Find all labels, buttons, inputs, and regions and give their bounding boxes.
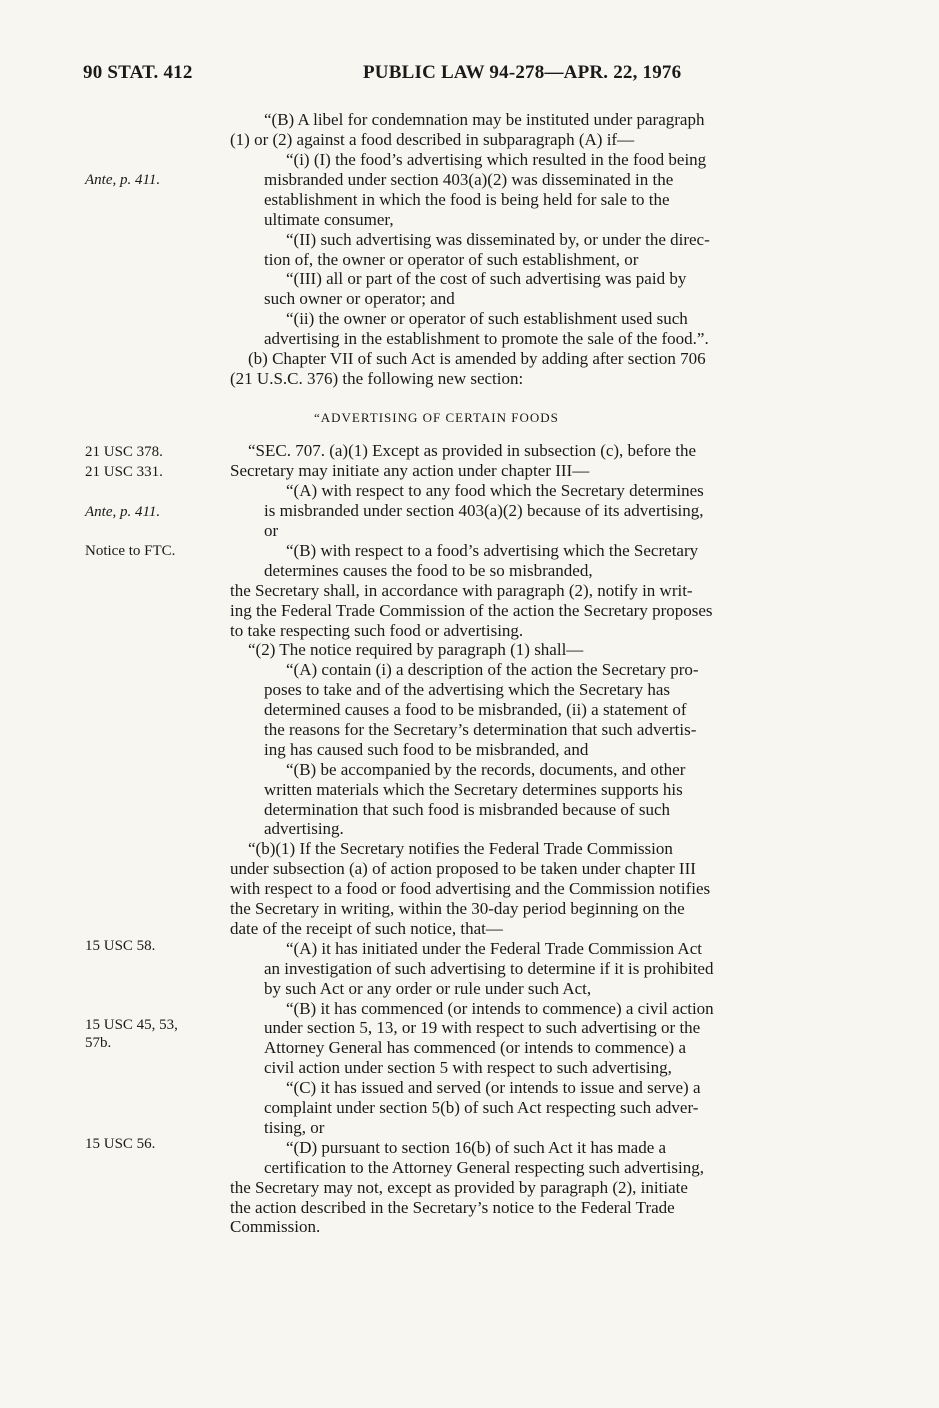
text-line: “(B) be accompanied by the records, documents, and other [286, 760, 686, 779]
text-line: or [264, 521, 279, 540]
text-line: certification to the Attorney General respecting such advertising, [264, 1158, 704, 1177]
text-line: by such Act or any order or rule under such Act, [264, 979, 592, 998]
margin-note: Notice to FTC. [85, 543, 176, 559]
text-line: “(A) contain (i) a description of the action the Secretary pro- [286, 660, 699, 679]
text-line: “(A) with respect to any food which the Secretary determines [286, 481, 704, 500]
text-line: under subsection (a) of action proposed to be taken under chapter III [230, 859, 696, 878]
text-line: under section 5, 13, or 19 with respect to such advertising or the [264, 1018, 701, 1037]
text-line: “(III) all or part of the cost of such advertising was paid by [286, 269, 687, 288]
text-line: written materials which the Secretary determines supports his [264, 780, 683, 799]
text-line: determines causes the food to be so misbranded, [264, 561, 593, 580]
text-line: “(b)(1) If the Secretary notifies the Federal Trade Commission [248, 839, 673, 858]
text-line: advertising. [264, 819, 344, 838]
text-line: the Secretary shall, in accordance with paragraph (2), notify in writ- [230, 581, 693, 600]
text-line: ultimate consumer, [264, 210, 394, 229]
text-line: Commission. [230, 1217, 321, 1236]
text-line: ing the Federal Trade Commission of the action the Secretary proposes [230, 601, 713, 620]
text-line: tion of, the owner or operator of such establishment, or [264, 250, 639, 269]
text-line: “(ii) the owner or operator of such establishment used such [286, 309, 688, 328]
text-line: “(B) with respect to a food’s advertising which the Secretary [286, 541, 699, 560]
text-line: (21 U.S.C. 376) the following new section: [230, 369, 524, 388]
running-header: PUBLIC LAW 94-278—APR. 22, 1976 [363, 62, 682, 83]
margin-note: 15 USC 56. [85, 1136, 156, 1152]
margin-note: 21 USC 331. [85, 464, 163, 480]
margin-note: Ante, p. 411. [85, 504, 161, 520]
text-line: poses to take and of the advertising which the Secretary has [264, 680, 670, 699]
text-line: complaint under section 5(b) of such Act respecting such adver- [264, 1098, 699, 1117]
text-line: such owner or operator; and [264, 289, 455, 308]
text-line: “(D) pursuant to section 16(b) of such Act it has made a [286, 1138, 667, 1157]
text-line: determined causes a food to be misbranded, (ii) a statement of [264, 700, 687, 719]
text-line: an investigation of such advertising to determine if it is prohibited [264, 959, 714, 978]
text-line: (1) or (2) against a food described in subparagraph (A) if— [230, 130, 635, 149]
text-line: to take respecting such food or advertising. [230, 621, 524, 640]
text-line: Secretary may initiate any action under chapter III— [230, 461, 590, 480]
margin-note: 57b. [85, 1035, 112, 1051]
text-line: “(II) such advertising was disseminated by, or under the direc- [286, 230, 710, 249]
page-stat-number: 90 STAT. 412 [83, 62, 193, 83]
text-line: determination that such food is misbranded because of such [264, 800, 670, 819]
text-line: “(B) A libel for condemnation may be instituted under paragraph [264, 110, 705, 129]
text-line: “SEC. 707. (a)(1) Except as provided in subsection (c), before the [248, 441, 696, 460]
text-line: Attorney General has commenced (or intends to commence) a [264, 1038, 687, 1057]
text-line: “(B) it has commenced (or intends to commence) a civil action [286, 999, 714, 1018]
text-line: advertising in the establishment to promote the sale of the food.”. [264, 329, 709, 348]
section-title: “ADVERTISING OF CERTAIN FOODS [314, 410, 559, 425]
text-line: date of the receipt of such notice, that— [230, 919, 503, 938]
text-line: “(A) it has initiated under the Federal Trade Commission Act [286, 939, 702, 958]
margin-note: Ante, p. 411. [85, 172, 161, 188]
text-line: the action described in the Secretary’s notice to the Federal Trade [230, 1198, 675, 1217]
text-line: the reasons for the Secretary’s determination that such advertis- [264, 720, 697, 739]
margin-note: 15 USC 45, 53, [85, 1017, 178, 1033]
margin-note: 21 USC 378. [85, 444, 163, 460]
text-line: “(C) it has issued and served (or intends to issue and serve) a [286, 1078, 701, 1097]
text-line: ing has caused such food to be misbranded, and [264, 740, 589, 759]
text-line: the Secretary may not, except as provided by paragraph (2), initiate [230, 1178, 688, 1197]
text-line: civil action under section 5 with respect to such advertising, [264, 1058, 672, 1077]
text-line: (b) Chapter VII of such Act is amended by adding after section 706 [248, 349, 706, 368]
text-line: establishment in which the food is being held for sale to the [264, 190, 670, 209]
text-line: “(i) (I) the food’s advertising which resulted in the food being [286, 150, 707, 169]
margin-note: 15 USC 58. [85, 938, 156, 954]
text-line: misbranded under section 403(a)(2) was disseminated in the [264, 170, 674, 189]
text-line: the Secretary in writing, within the 30-day period beginning on the [230, 899, 685, 918]
text-line: tising, or [264, 1118, 325, 1137]
text-line: “(2) The notice required by paragraph (1) shall— [248, 640, 584, 659]
text-line: with respect to a food or food advertising and the Commission notifies [230, 879, 711, 898]
text-line: is misbranded under section 403(a)(2) because of its advertising, [264, 501, 704, 520]
